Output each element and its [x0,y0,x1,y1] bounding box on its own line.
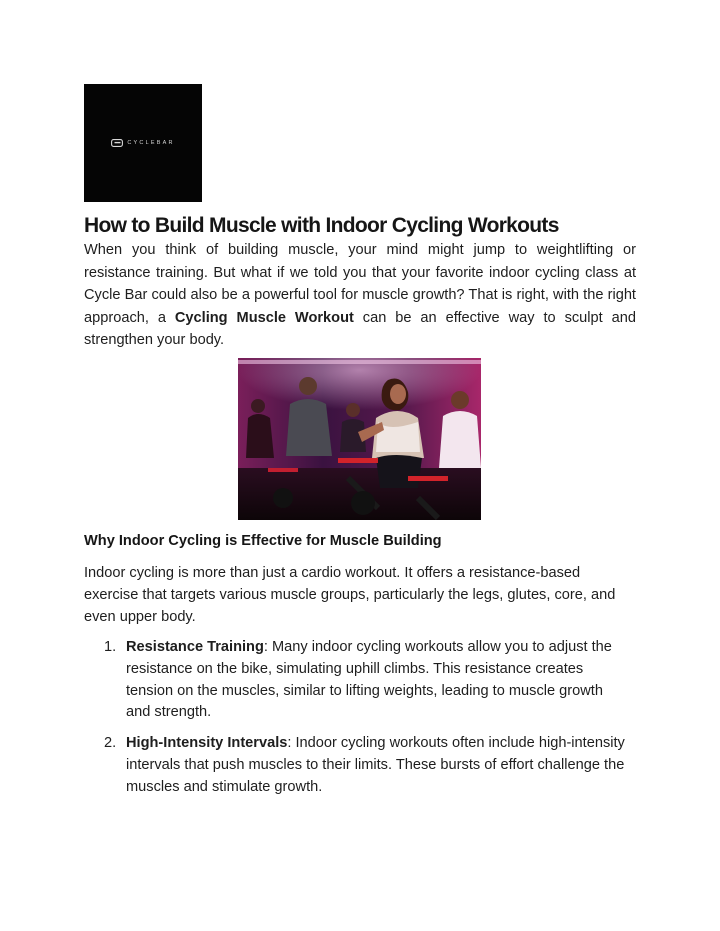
section-paragraph: Indoor cycling is more than just a cardio workout. It offers a resistance-based exercise that targets various muscle groups, particularly the legs, glutes, core, and even upper body. [84,565,616,625]
list-item-body: : Indoor cycling workouts often include high-intensity intervals that push muscles to their limits. These bursts of effort challenge the muscles and stimulate growth. [126,735,625,795]
logo-lockup [111,139,174,147]
list-item-text [126,733,626,798]
list-item [84,637,644,724]
intro-text-start: When you think of building muscle, your mind might jump to weightlifting or resistance training. But what if we told you that your favorite indoor cycling class at Cycle Bar could also be a powerful tool for muscle growth? That is right, with the right approach, a [84,242,636,326]
list-number: 2. [104,735,117,752]
list-item-body: : Many indoor cycling workouts allow you to adjust the resistance on the bike, simulating uphill climbs. This resistance creates tension on the muscles, similar to lifting weights, leading to muscle growth and strength. [126,639,612,721]
section-heading: Why Indoor Cycling is Effective for Muscle Building [84,533,442,549]
brand-logo [84,84,202,202]
cyclebar-logo-icon [111,139,123,147]
list-item-bold: High-Intensity Intervals [126,735,288,752]
article-title: How to Build Muscle with Indoor Cycling Workouts [84,214,559,237]
intro-keyword: Cycling Muscle Workout [174,309,354,326]
intro-text-end: can be an effective way to sculpt and strengthen your body. [84,309,636,349]
list-item-text [126,637,626,724]
list-number: 1. [104,639,117,655]
cycling-class-photo [238,358,481,520]
logo-brand-text: CYCLEBAR [127,140,175,146]
list-item [84,733,644,798]
benefits-list [84,637,644,808]
intro-paragraph [84,239,636,352]
list-item-bold: Resistance Training [126,639,264,655]
